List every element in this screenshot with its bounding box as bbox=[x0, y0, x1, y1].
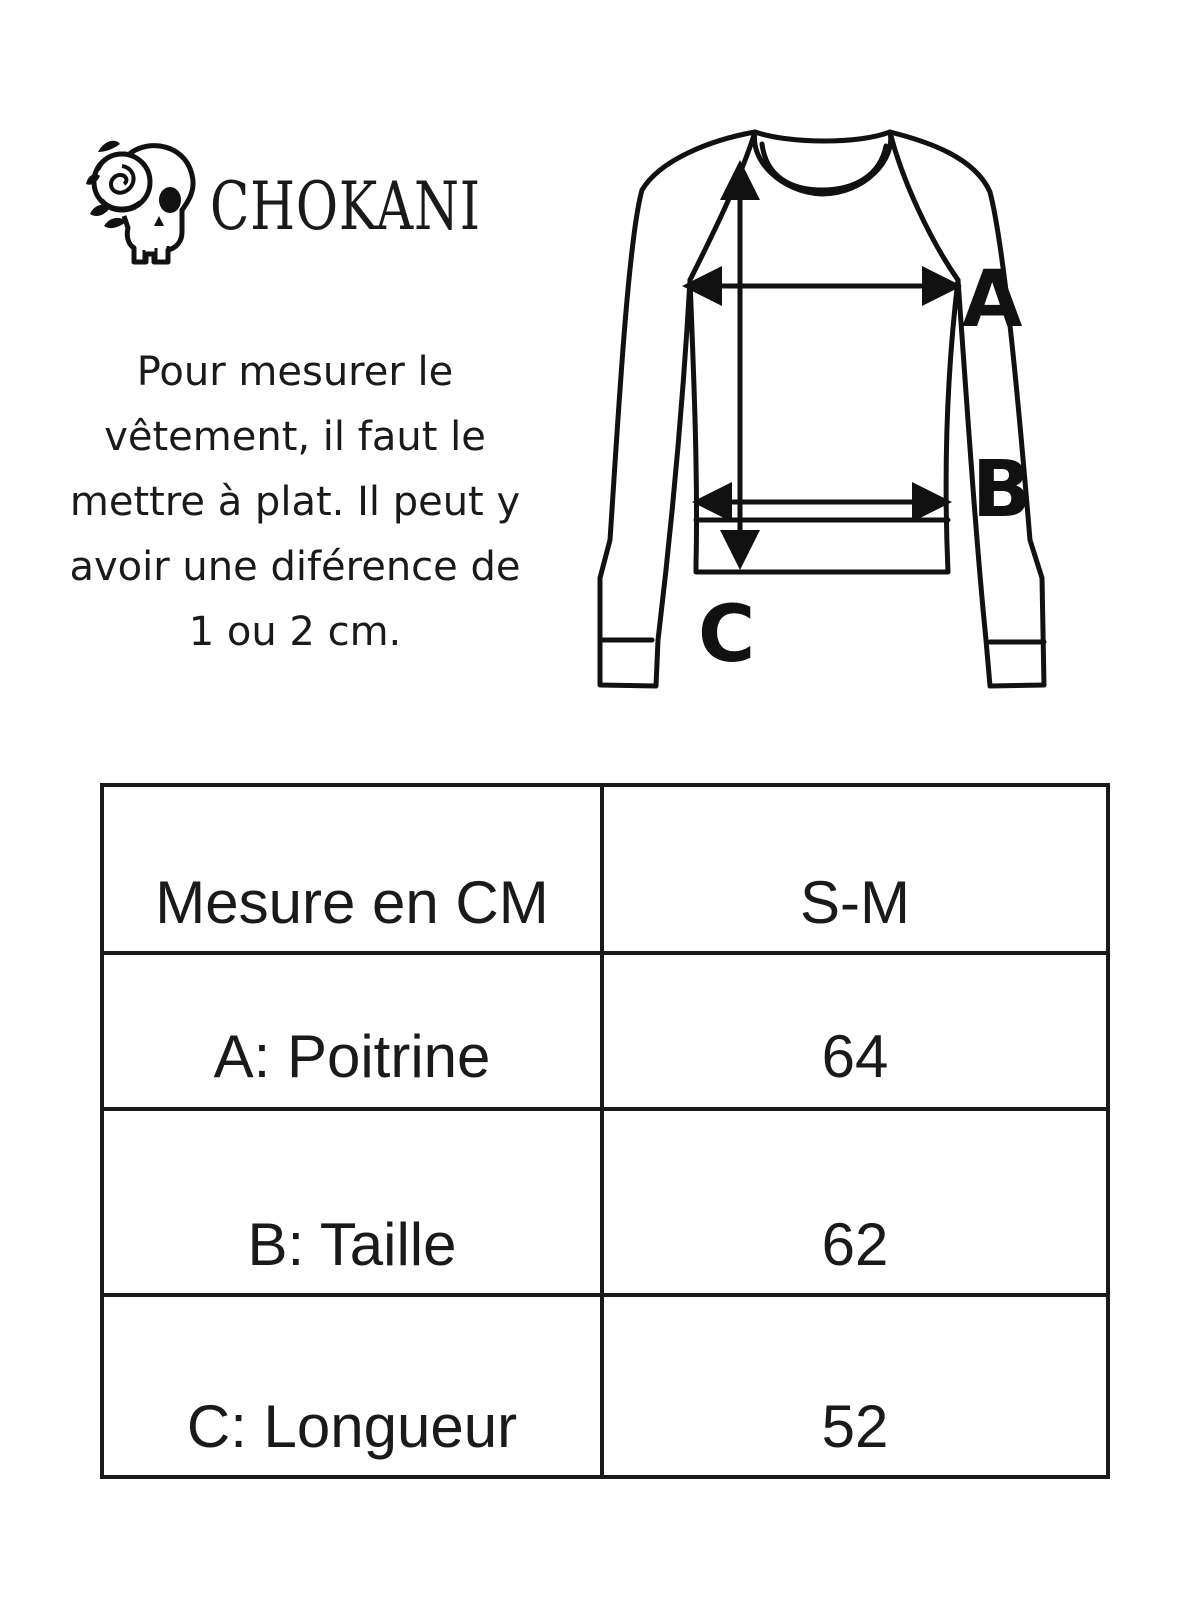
measuring-instructions: Pour mesurer le vêtement, il faut le mettre à plat. Il peut y avoir une diférence de 1 ou 2 cm. bbox=[69, 349, 521, 655]
label-c: C bbox=[698, 590, 756, 680]
header-measure: Mesure en CM bbox=[102, 785, 602, 953]
sweatshirt-outline-icon bbox=[590, 120, 1070, 720]
header-size: S-M bbox=[602, 785, 1108, 953]
skull-rose-icon bbox=[84, 130, 204, 270]
brand-name: CHOKANI bbox=[210, 168, 481, 245]
table-header-row bbox=[102, 785, 1108, 953]
row-label: B: Taille bbox=[102, 1109, 602, 1295]
brand-logo bbox=[84, 130, 504, 280]
row-label: A: Poitrine bbox=[102, 953, 602, 1109]
table-row bbox=[102, 953, 1108, 1109]
row-value: 64 bbox=[602, 953, 1108, 1109]
row-label: C: Longueur bbox=[102, 1295, 602, 1477]
label-b: B bbox=[972, 445, 1032, 535]
garment-diagram bbox=[590, 120, 1070, 720]
row-value: 62 bbox=[602, 1109, 1108, 1295]
table-row bbox=[102, 1295, 1108, 1477]
row-value: 52 bbox=[602, 1295, 1108, 1477]
label-a: A bbox=[962, 255, 1023, 345]
table-row bbox=[102, 1109, 1108, 1295]
size-table bbox=[100, 783, 1110, 1479]
